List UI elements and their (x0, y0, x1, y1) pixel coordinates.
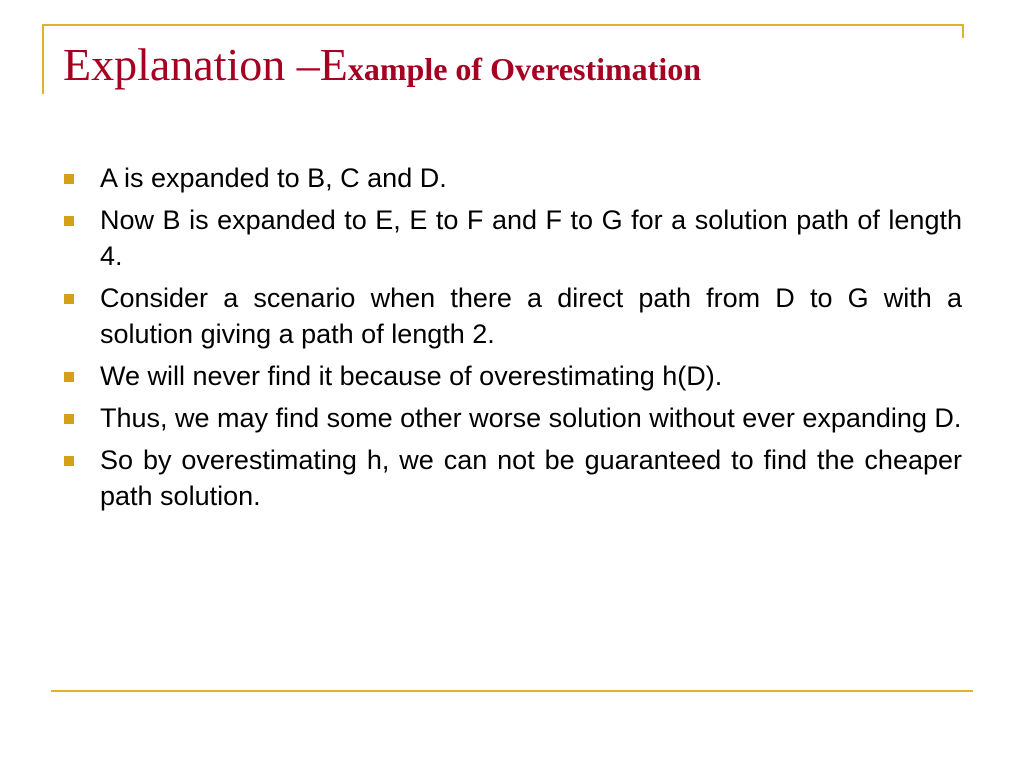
slide-title (63, 40, 963, 91)
frame-right-line (962, 24, 964, 38)
bullet-item (62, 400, 962, 436)
square-bullet-icon (64, 372, 74, 382)
bullet-item (62, 280, 962, 352)
frame-left-line (42, 24, 44, 94)
square-bullet-icon (64, 294, 74, 304)
bullet-text: So by overestimating h, we can not be guaranteed to find the cheaper path solution. (100, 445, 962, 511)
bullet-text: We will never find it because of overestimating h(D). (100, 361, 723, 391)
frame-top-line (42, 24, 964, 26)
square-bullet-icon (64, 216, 74, 226)
bullet-text: A is expanded to B, C and D. (100, 163, 447, 193)
frame-bottom-line (51, 690, 973, 692)
slide-title-sub: xample of Overestimation (347, 51, 701, 87)
bullet-item (62, 160, 962, 196)
square-bullet-icon (64, 174, 74, 184)
bullet-text: Now B is expanded to E, E to F and F to G for a solution path of length 4. (100, 205, 962, 271)
square-bullet-icon (64, 456, 74, 466)
square-bullet-icon (64, 414, 74, 424)
bullet-item (62, 442, 962, 514)
bullet-text: Consider a scenario when there a direct path from D to G with a solution giving a path of length 2. (100, 283, 962, 349)
slide-title-main: Explanation –E (63, 39, 348, 90)
bullet-item (62, 202, 962, 274)
bullet-item (62, 358, 962, 394)
bullet-list (62, 160, 962, 520)
bullet-text: Thus, we may find some other worse solution without ever expanding D. (100, 403, 962, 433)
